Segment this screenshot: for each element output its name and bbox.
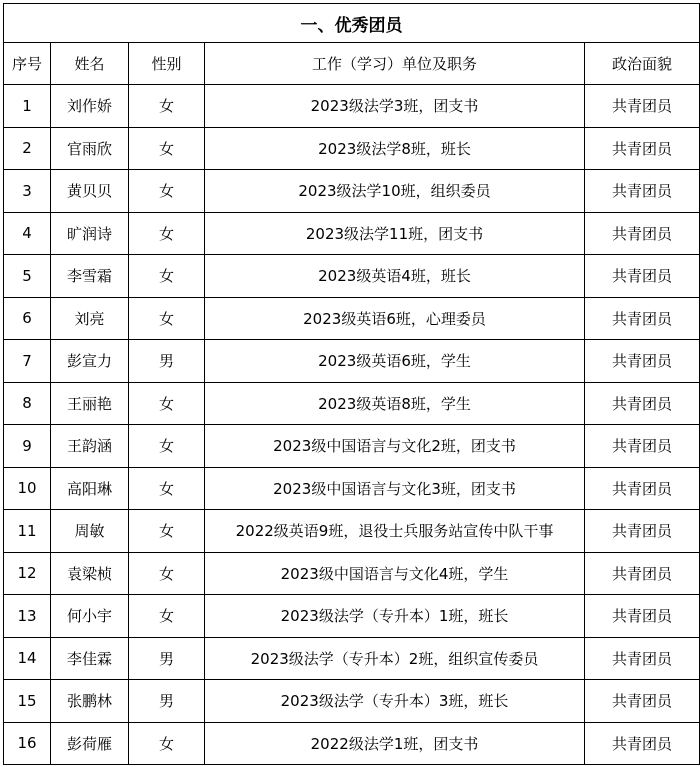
table-row (4, 552, 700, 595)
cell-political-status: 共青团员 (585, 382, 700, 425)
cell-name: 彭宣力 (51, 340, 129, 383)
cell-political-status: 共青团员 (585, 467, 700, 510)
table-title: 一、优秀团员 (4, 4, 700, 43)
cell-name: 王丽艳 (51, 382, 129, 425)
cell-index: 9 (4, 425, 51, 468)
table-row (4, 510, 700, 553)
table-row (4, 467, 700, 510)
cell-index: 4 (4, 212, 51, 255)
cell-index: 11 (4, 510, 51, 553)
honor-table (3, 3, 700, 765)
cell-political-status: 共青团员 (585, 510, 700, 553)
title-row (4, 4, 700, 43)
cell-gender: 女 (129, 127, 205, 170)
header-row (4, 43, 700, 85)
cell-position: 2023级法学3班，团支书 (205, 85, 585, 128)
col-header-political-status: 政治面貌 (585, 43, 700, 85)
cell-gender: 男 (129, 340, 205, 383)
cell-position: 2023级中国语言与文化4班，学生 (205, 552, 585, 595)
cell-position: 2022级英语9班，退役士兵服务站宣传中队干事 (205, 510, 585, 553)
table-row (4, 680, 700, 723)
cell-name: 黄贝贝 (51, 170, 129, 213)
cell-position: 2023级英语6班，心理委员 (205, 297, 585, 340)
cell-name: 高阳琳 (51, 467, 129, 510)
cell-name: 李雪霜 (51, 255, 129, 298)
cell-index: 7 (4, 340, 51, 383)
table-row (4, 382, 700, 425)
table-row (4, 425, 700, 468)
cell-position: 2023级英语4班，班长 (205, 255, 585, 298)
cell-gender: 女 (129, 297, 205, 340)
cell-name: 刘作娇 (51, 85, 129, 128)
cell-name: 刘亮 (51, 297, 129, 340)
cell-name: 何小宇 (51, 595, 129, 638)
col-header-position: 工作（学习）单位及职务 (205, 43, 585, 85)
cell-position: 2023级中国语言与文化3班，团支书 (205, 467, 585, 510)
cell-gender: 女 (129, 382, 205, 425)
cell-gender: 女 (129, 85, 205, 128)
cell-position: 2023级法学（专升本）3班，班长 (205, 680, 585, 723)
table-row (4, 297, 700, 340)
cell-gender: 女 (129, 255, 205, 298)
table-row (4, 170, 700, 213)
table-row (4, 85, 700, 128)
cell-political-status: 共青团员 (585, 637, 700, 680)
cell-index: 15 (4, 680, 51, 723)
cell-gender: 女 (129, 552, 205, 595)
cell-political-status: 共青团员 (585, 127, 700, 170)
cell-political-status: 共青团员 (585, 722, 700, 765)
cell-index: 3 (4, 170, 51, 213)
cell-index: 1 (4, 85, 51, 128)
cell-name: 李佳霖 (51, 637, 129, 680)
cell-index: 14 (4, 637, 51, 680)
cell-name: 周敏 (51, 510, 129, 553)
cell-gender: 女 (129, 467, 205, 510)
cell-political-status: 共青团员 (585, 85, 700, 128)
cell-index: 13 (4, 595, 51, 638)
cell-name: 袁梁桢 (51, 552, 129, 595)
cell-index: 6 (4, 297, 51, 340)
cell-political-status: 共青团员 (585, 340, 700, 383)
cell-political-status: 共青团员 (585, 595, 700, 638)
cell-name: 旷润诗 (51, 212, 129, 255)
cell-position: 2023级英语6班，学生 (205, 340, 585, 383)
cell-position: 2023级法学（专升本）1班，班长 (205, 595, 585, 638)
col-header-name: 姓名 (51, 43, 129, 85)
cell-gender: 女 (129, 595, 205, 638)
cell-gender: 女 (129, 722, 205, 765)
table-row (4, 212, 700, 255)
cell-position: 2023级英语8班，学生 (205, 382, 585, 425)
cell-political-status: 共青团员 (585, 170, 700, 213)
cell-name: 张鹏林 (51, 680, 129, 723)
cell-gender: 女 (129, 212, 205, 255)
cell-position: 2023级法学8班，班长 (205, 127, 585, 170)
cell-gender: 女 (129, 425, 205, 468)
table-row (4, 722, 700, 765)
cell-political-status: 共青团员 (585, 680, 700, 723)
cell-index: 5 (4, 255, 51, 298)
cell-position: 2023级法学10班，组织委员 (205, 170, 585, 213)
cell-political-status: 共青团员 (585, 552, 700, 595)
table-row (4, 255, 700, 298)
cell-position: 2023级法学（专升本）2班，组织宣传委员 (205, 637, 585, 680)
cell-gender: 男 (129, 637, 205, 680)
cell-index: 8 (4, 382, 51, 425)
table-row (4, 595, 700, 638)
cell-index: 2 (4, 127, 51, 170)
cell-political-status: 共青团员 (585, 425, 700, 468)
cell-political-status: 共青团员 (585, 297, 700, 340)
cell-index: 10 (4, 467, 51, 510)
cell-gender: 女 (129, 170, 205, 213)
cell-name: 王韵涵 (51, 425, 129, 468)
col-header-index: 序号 (4, 43, 51, 85)
cell-name: 官雨欣 (51, 127, 129, 170)
table-body (4, 85, 700, 765)
table-row (4, 637, 700, 680)
col-header-gender: 性别 (129, 43, 205, 85)
cell-name: 彭荷雁 (51, 722, 129, 765)
table-row (4, 127, 700, 170)
cell-position: 2023级中国语言与文化2班，团支书 (205, 425, 585, 468)
cell-political-status: 共青团员 (585, 255, 700, 298)
cell-political-status: 共青团员 (585, 212, 700, 255)
cell-index: 12 (4, 552, 51, 595)
cell-position: 2022级法学1班，团支书 (205, 722, 585, 765)
cell-position: 2023级法学11班，团支书 (205, 212, 585, 255)
cell-gender: 女 (129, 510, 205, 553)
cell-gender: 男 (129, 680, 205, 723)
cell-index: 16 (4, 722, 51, 765)
table-row (4, 340, 700, 383)
